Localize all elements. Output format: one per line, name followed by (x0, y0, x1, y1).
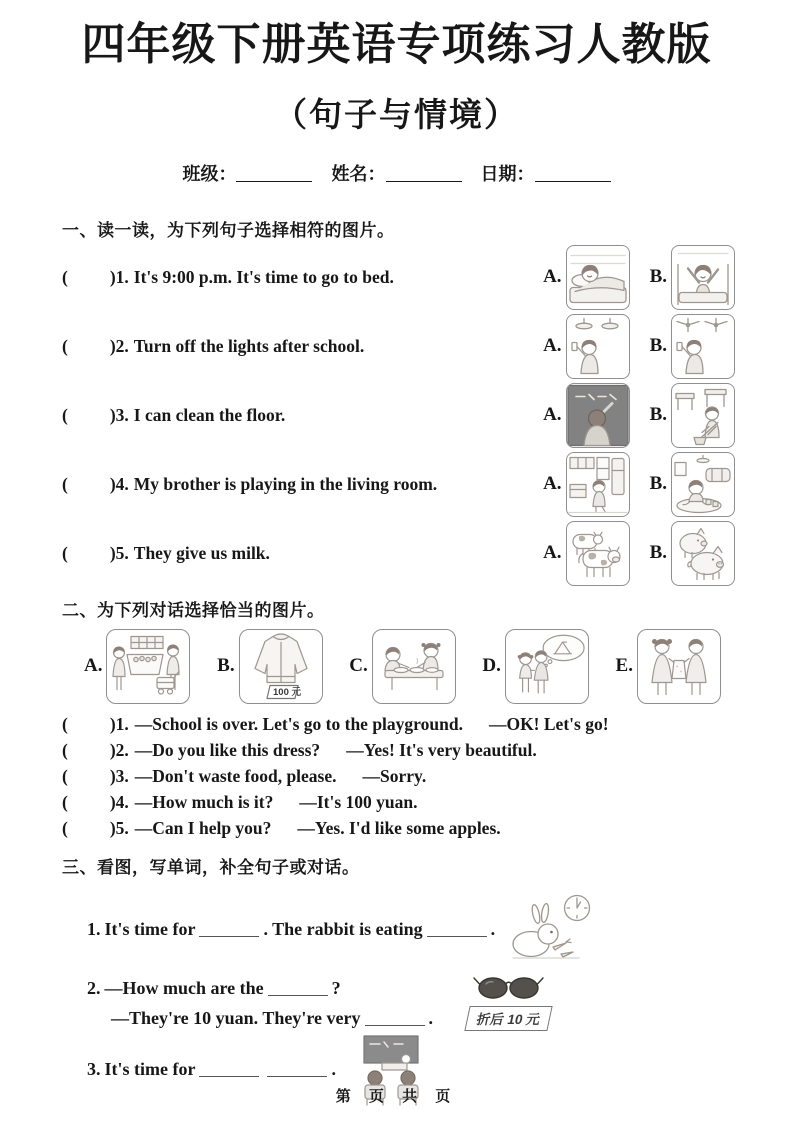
s3-question-2 (87, 968, 735, 1031)
question-text-part1: It's time for (104, 919, 196, 940)
option-b-label: B. (649, 542, 667, 564)
name-blank (386, 179, 462, 182)
illustration-pigs (671, 521, 735, 586)
dialog-question: —Do you like this dress? (134, 739, 321, 760)
fill-blank (199, 1074, 259, 1077)
illustration-rabbit-clock (505, 892, 597, 968)
answer-paren: ( (62, 542, 68, 563)
s1-question-3 (62, 383, 735, 448)
illustration-fruit-shop (106, 629, 190, 704)
answer-paren: ( (62, 266, 68, 287)
illustration-boy-playing-living-room (671, 452, 735, 517)
question-number: )2. (109, 739, 129, 760)
illustration-girl-waking-up (671, 245, 735, 310)
answer-paren: ( (62, 713, 68, 734)
option-a-label: A. (543, 266, 562, 288)
answer-line2: —They're 10 yuan. They're very (111, 1008, 361, 1029)
question-number: )5. (109, 817, 129, 838)
option-c-label: C. (349, 655, 368, 677)
jacket-price-text: 100 元 (272, 686, 301, 698)
illustration-child-writing-blackboard (566, 383, 630, 448)
student-info-line (0, 160, 793, 186)
section-one-heading: 一、读一读，为下列句子选择相符的图片。 (62, 220, 395, 240)
s2-options-row (84, 629, 721, 704)
fill-blank (268, 993, 328, 996)
s2-dialog-list (62, 714, 735, 839)
s2-question-5 (62, 818, 735, 839)
page-subtitle: （句子与情境） (274, 95, 519, 133)
question-text-end: . (490, 919, 496, 940)
fill-blank (267, 1074, 327, 1077)
answer-paren: ( (62, 335, 68, 356)
dialog-question: —School is over. Let's go to the playground. (134, 713, 463, 734)
illustration-jacket-price-100 (239, 629, 323, 704)
date-label: 日期： (480, 163, 535, 184)
dialog-question: —How much is it? (134, 791, 274, 812)
question-text: It's 9:00 p.m. It's time to go to bed. (133, 266, 394, 287)
illustration-child-sweeping-floor (671, 383, 735, 448)
question-number: 2. (87, 978, 101, 999)
dialog-question: —Don't waste food, please. (134, 765, 337, 786)
option-b-label: B. (649, 266, 667, 288)
answer-paren: ( (62, 791, 68, 812)
class-blank (236, 179, 312, 182)
fill-blank (427, 934, 487, 937)
question-number: 1. (87, 919, 101, 940)
dialog-answer: —Yes! It's very beautiful. (346, 739, 537, 760)
date-blank (535, 179, 611, 182)
question-number: )3. (109, 765, 129, 786)
option-b-label: B. (649, 335, 667, 357)
name-label: 姓名： (331, 163, 386, 184)
dialog-answer: —OK! Let's go! (488, 713, 609, 734)
question-number: )4. (109, 791, 129, 812)
option-d-label: D. (482, 655, 501, 677)
page-title: 四年级下册英语专项练习人教版 (81, 20, 712, 69)
s1-question-5 (62, 521, 735, 586)
s3-question-1 (87, 892, 735, 968)
answer-paren: ( (62, 739, 68, 760)
illustration-girls-with-dress (637, 629, 721, 704)
illustration-girl-sleeping (566, 245, 630, 310)
fill-blank (365, 1023, 425, 1026)
s2-question-3 (62, 766, 735, 787)
question-number: )5. (109, 542, 129, 563)
question-line1: —How much are the (104, 978, 264, 999)
s1-question-4 (62, 452, 735, 517)
illustration-sunglasses (472, 968, 546, 1004)
answer-paren: ( (62, 404, 68, 425)
option-b-label: B. (649, 404, 667, 426)
illustration-children-eating (372, 629, 456, 704)
class-label: 班级： (182, 163, 237, 184)
s2-question-1 (62, 714, 735, 735)
option-e-label: E. (615, 655, 633, 677)
option-b-label: B. (649, 473, 667, 495)
illustration-child-switch-fans (671, 314, 735, 379)
question-line1-end: ? (331, 978, 341, 999)
option-a-label: A. (543, 335, 562, 357)
option-a-label: A. (543, 473, 562, 495)
page-footer: 第 页 共 页 (335, 1088, 458, 1105)
question-number: )4. (109, 473, 129, 494)
s1-question-1 (62, 245, 735, 310)
question-text: I can clean the floor. (133, 404, 286, 425)
s2-question-2 (62, 740, 735, 761)
answer-line2-end: . (428, 1008, 433, 1029)
question-text: They give us milk. (133, 542, 270, 563)
s2-question-4 (62, 792, 735, 813)
dialog-answer: —Sorry. (362, 765, 427, 786)
question-text: Turn off the lights after school. (133, 335, 365, 356)
answer-paren: ( (62, 473, 68, 494)
answer-paren: ( (62, 817, 68, 838)
dialog-question: —Can I help you? (134, 817, 272, 838)
illustration-girls-thinking-playground (505, 629, 589, 704)
answer-paren: ( (62, 765, 68, 786)
illustration-child-switch-lights (566, 314, 630, 379)
question-text: My brother is playing in the living room. (133, 473, 438, 494)
question-text: It's time for (104, 1059, 196, 1080)
section-three-heading: 三、看图，写单词，补全句子或对话。 (62, 857, 360, 877)
dialog-answer: —It's 100 yuan. (299, 791, 418, 812)
fill-blank (199, 934, 259, 937)
section-two-heading: 二、为下列对话选择恰当的图片。 (62, 600, 325, 620)
question-text-end: . (331, 1059, 336, 1080)
question-number: )2. (109, 335, 129, 356)
question-number: )1. (109, 266, 129, 287)
illustration-cows (566, 521, 630, 586)
question-number: )1. (109, 713, 129, 734)
option-a-label: A. (543, 404, 562, 426)
question-number: )3. (109, 404, 129, 425)
dialog-answer: —Yes. I'd like some apples. (297, 817, 501, 838)
option-a-label: A. (84, 655, 103, 677)
discount-tag: 折后 10 元 (464, 1006, 552, 1031)
illustration-boy-in-kitchen (566, 452, 630, 517)
option-a-label: A. (543, 542, 562, 564)
question-text-part2: . The rabbit is eating (263, 919, 423, 940)
s1-question-2 (62, 314, 735, 379)
option-b-label: B. (217, 655, 235, 677)
question-number: 3. (87, 1059, 101, 1080)
